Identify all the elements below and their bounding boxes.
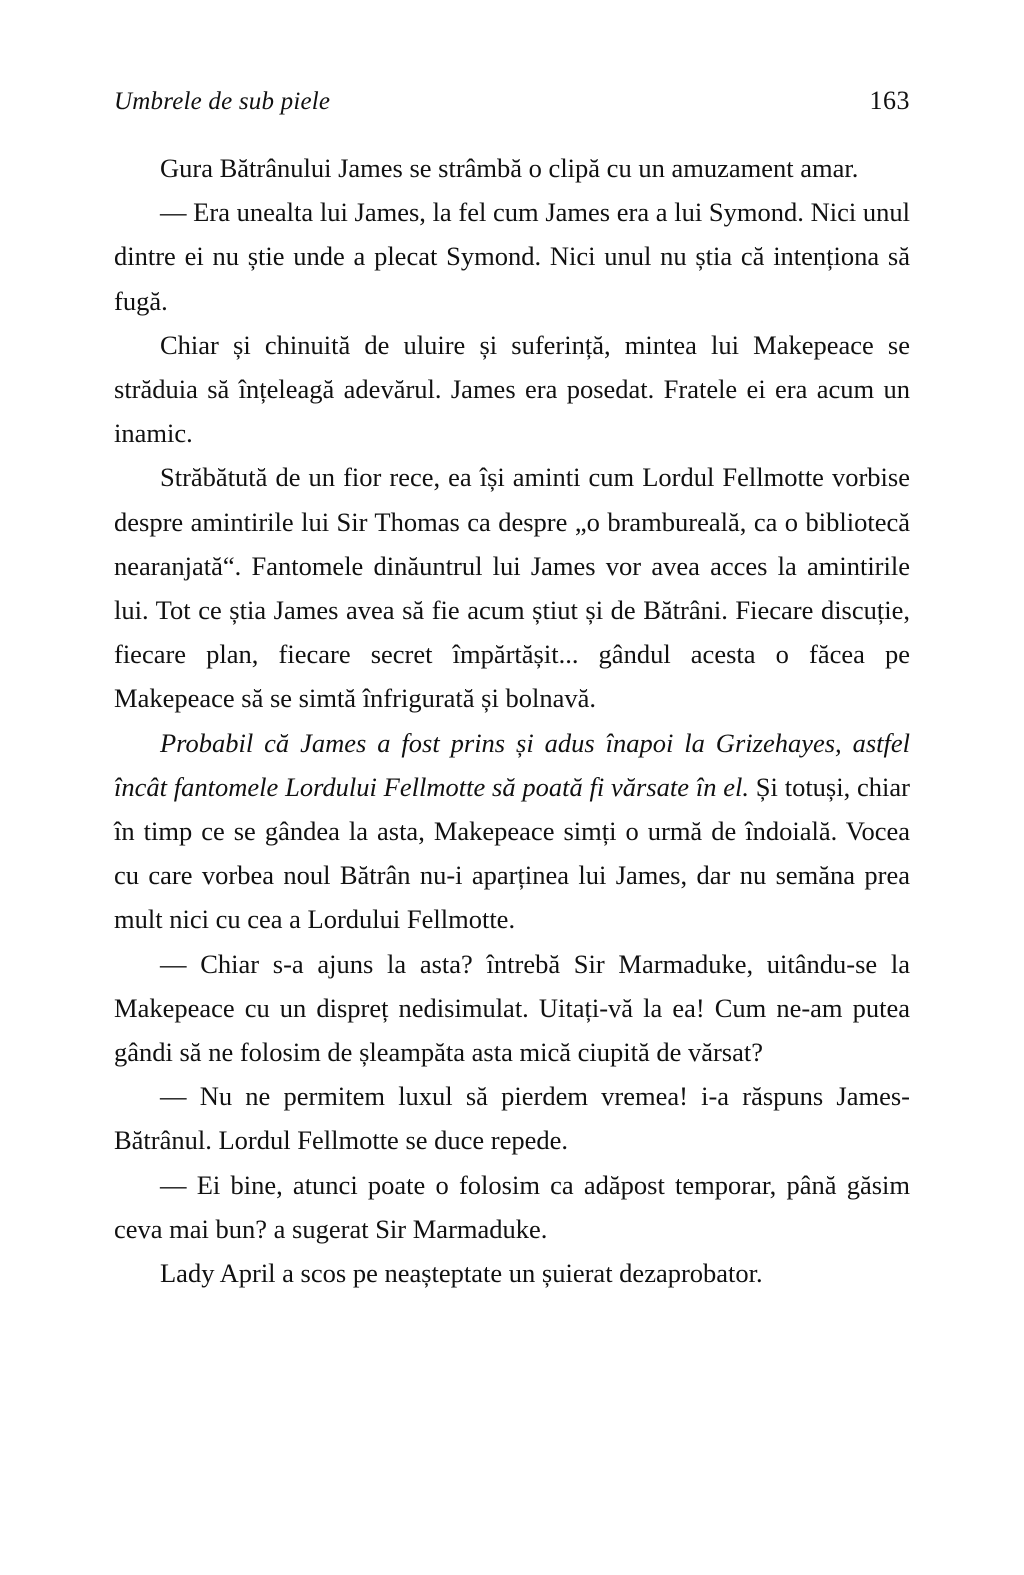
paragraph: Străbătută de un fior rece, ea își aminti cum Lordul Fellmotte vorbise despre amintirile lui Sir Thomas ca despre „o brambureală, ca o bibliotecă nearanjată“. Fantomele dinăuntrul lui James vor avea acces la amintirile lui. Tot ce știa James avea să fie acum știut și de Bătrâni. Fiecare discuție, fiecare plan, fiecare secret împărtășit... gândul acesta o făcea pe Makepeace să se simtă înfrigurată și bolnavă. bbox=[114, 462, 910, 714]
paragraph-mixed bbox=[114, 721, 910, 942]
page-header bbox=[114, 86, 910, 120]
paragraph: Chiar și chinuită de uluire și suferință, mintea lui Makepeace se străduia să înțeleagă adevărul. James era posedat. Fratele ei era acum un inamic. bbox=[114, 329, 910, 449]
paragraph: — Chiar s-a ajuns la asta? întrebă Sir Marmaduke, uitându-se la Makepeace cu un dispreț nedisimulat. Uitați-vă la ea! Cum ne-am putea gândi să ne folosim de șleampăta asta mică ciupită de vărsat? bbox=[114, 948, 910, 1068]
running-title: Umbrele de sub piele bbox=[114, 88, 331, 115]
paragraph-roman-run: Și totuși, chiar în timp ce se gândea la asta, Makepeace simți o urmă de îndoială. Vocea cu care vorbea noul Bătrân nu-i aparținea lui James, dar nu semăna prea mult nici cu cea a Lordului Fellmotte. bbox=[114, 771, 910, 935]
paragraph-italic-run: Probabil că James a fost prins și adus înapoi la Grizehayes, astfel încât fantomele Lordului Fellmotte să poată fi vărsate în el. bbox=[114, 727, 910, 802]
paragraph: — Ei bine, atunci poate o folosim ca adăpost temporar, până găsim ceva mai bun? a sugerat Sir Marmaduke. bbox=[114, 1169, 910, 1244]
paragraph: — Era unealta lui James, la fel cum James era a lui Symond. Nici unul dintre ei nu știe unde a plecat Symond. Nici unul nu știa că intenționa să fugă. bbox=[114, 197, 910, 316]
paragraph: — Nu ne permitem luxul să pierdem vremea! i-a răspuns James-Bătrânul. Lordul Fellmotte se duce repede. bbox=[114, 1081, 910, 1156]
paragraph: Lady April a scos pe neașteptate un șuierat dezaprobator. bbox=[160, 1258, 763, 1289]
page-number: 163 bbox=[869, 86, 910, 115]
paragraph: Gura Bătrânului James se strâmbă o clipă cu un amuzament amar. bbox=[160, 153, 859, 183]
page-body bbox=[114, 146, 910, 1295]
